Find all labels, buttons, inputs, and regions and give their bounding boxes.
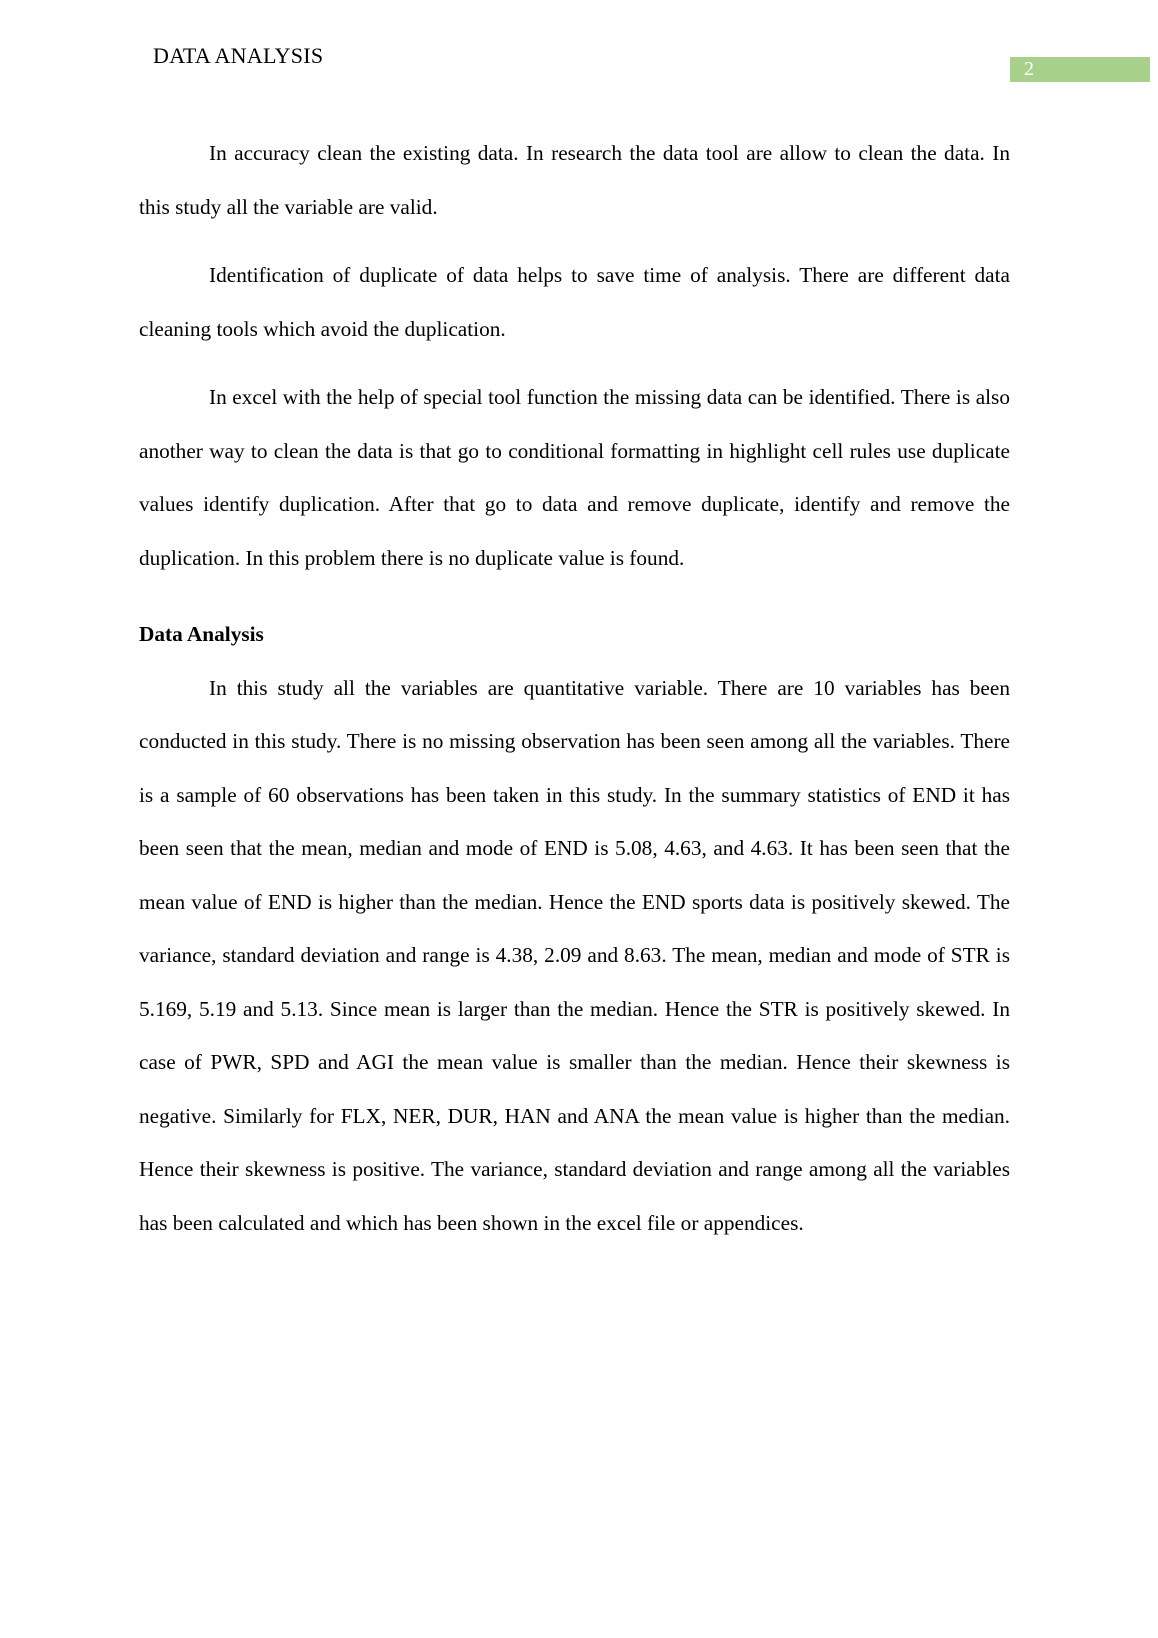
paragraph-duplicate-identification: Identification of duplicate of data helps to save time of analysis. There are different data cleaning tools which avoid the duplication. xyxy=(139,263,1010,341)
page-number-badge: 2 xyxy=(1010,57,1150,82)
paragraph-data-analysis: In this study all the variables are quantitative variable. There are 10 variables has been conducted in this study. There is no missing observation has been seen among all the variables. There is a sample of 60 observations has been taken in this study. In the summary statistics of END it has been seen that the mean, median and mode of END is 5.08, 4.63, and 4.63. It has been seen that the mean value of END is higher than the median. Hence the END sports data is positively skewed. The variance, standard deviation and range is 4.38, 2.09 and 8.63. The mean, median and mode of STR is 5.169, 5.19 and 5.13. Since mean is larger than the median. Hence the STR is positively skewed. In case of PWR, SPD and AGI the mean value is smaller than the median. Hence their skewness is negative. Similarly for FLX, NER, DUR, HAN and ANA the mean value is higher than the median. Hence their skewness is positive. The variance, standard deviation and range among all the variables has been calculated and which has been shown in the excel file or appendices. xyxy=(139,675,1010,1235)
running-head-title: DATA ANALYSIS xyxy=(153,43,324,68)
paragraph-excel-duplicates: In excel with the help of special tool function the missing data can be identified. There is also another way to clean the data is that go to conditional formatting in highlight cell rules use duplicate values identify duplication. After that go to data and remove duplicate, identify and remove the duplication. In this problem there is no duplicate value is found. xyxy=(139,385,1010,570)
document-body xyxy=(139,127,1010,1250)
section-heading-data-analysis: Data Analysis xyxy=(139,622,264,646)
paragraph-data-cleaning: In accuracy clean the existing data. In research the data tool are allow to clean the data. In this study all the variable are valid. xyxy=(139,141,1010,219)
